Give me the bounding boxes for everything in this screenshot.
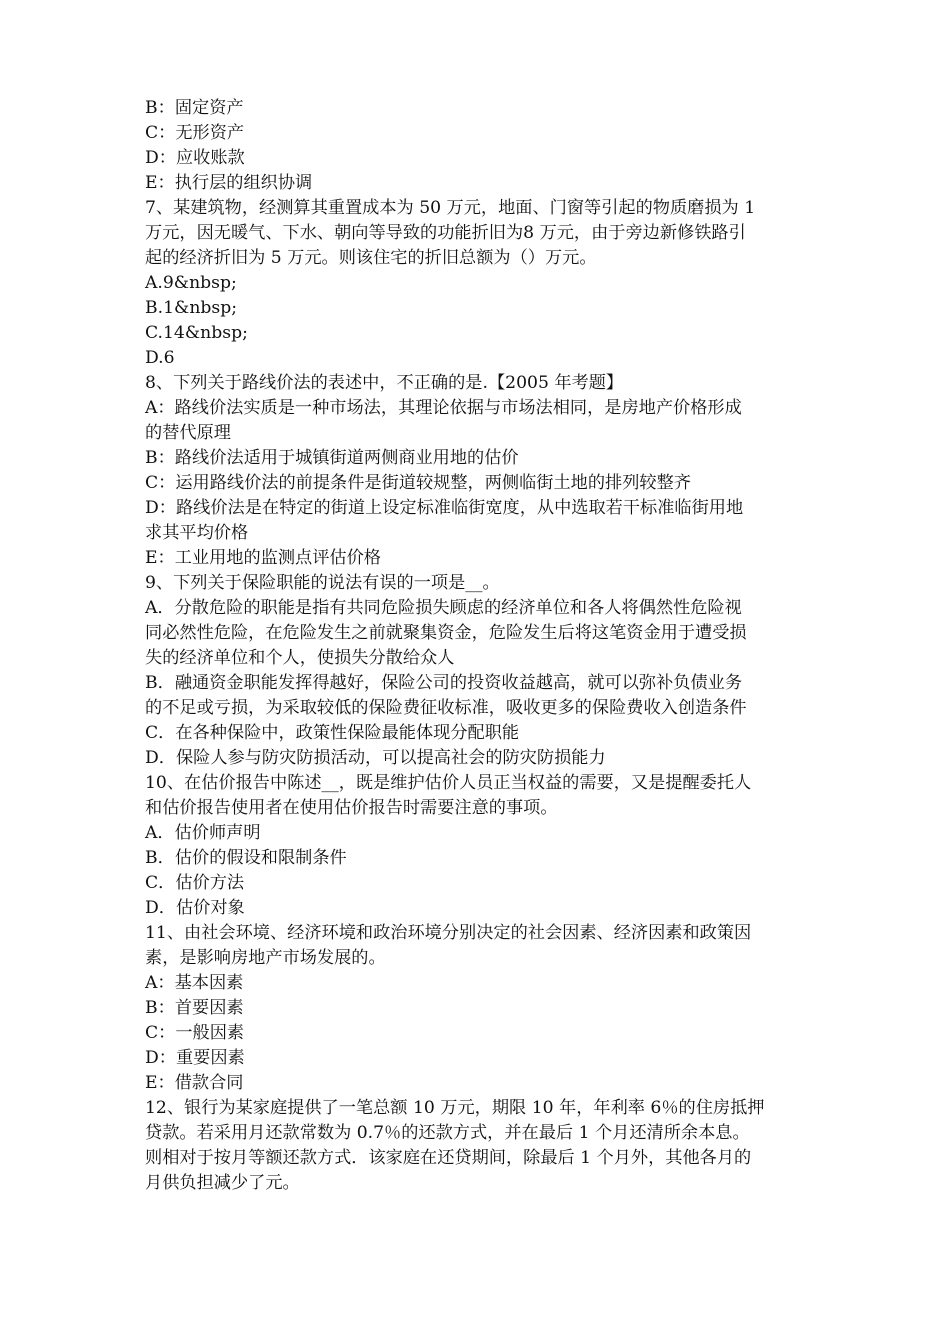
option-line: B．融通资金职能发挥得越好，保险公司的投资收益越高，就可以弥补负债业务 (145, 673, 743, 693)
question-7-text: 7、某建筑物，经测算其重置成本为 50 万元，地面、门窗等引起的物质磨损为 1 (145, 198, 756, 218)
question-7-text: 万元，因无暖气、下水、朝向等导致的功能折旧为8 万元，由于旁边新修铁路引 (145, 223, 746, 243)
option-line: A．估价师声明 (145, 823, 261, 843)
option-line: B．估价的假设和限制条件 (145, 848, 347, 868)
option-line: C.14&nbsp; (145, 323, 248, 343)
option-line: 的不足或亏损，为采取较低的保险费征收标准，吸收更多的保险费收入创造条件 (145, 698, 747, 718)
option-line: C．估价方法 (145, 873, 245, 893)
option-line: D：重要因素 (145, 1048, 245, 1068)
option-line: A．分散危险的职能是指有共同危险损失顾虑的经济单位和各人将偶然性危险视 (145, 598, 742, 618)
question-11-text: 素，是影响房地产市场发展的。 (145, 948, 386, 968)
option-line: 同必然性危险，在危险发生之前就聚集资金，危险发生后将这笔资金用于遭受损 (145, 623, 747, 643)
question-12-text: 贷款。若采用月还款常数为 0.7％的还款方式，并在最后 1 个月还清所余本息。 (145, 1123, 750, 1143)
option-line: 的替代原理 (145, 423, 231, 443)
option-line: A：路线价法实质是一种市场法，其理论依据与市场法相同，是房地产价格形成 (145, 398, 742, 418)
question-8-text: 8、下列关于路线价法的表述中，不正确的是.【2005 年考题】 (145, 373, 624, 393)
option-line: B：首要因素 (145, 998, 244, 1018)
question-11-text: 11、由社会环境、经济环境和政治环境分别决定的社会因素、经济因素和政策因 (145, 923, 752, 943)
option-line: D．估价对象 (145, 898, 245, 918)
option-line: B：路线价法适用于城镇街道两侧商业用地的估价 (145, 448, 519, 468)
option-line: B.1&nbsp; (145, 298, 238, 318)
question-10-text: 10、在估价报告中陈述__，既是维护估价人员正当权益的需要，又是提醒委托人 (145, 773, 752, 793)
option-line: E：借款合同 (145, 1073, 244, 1093)
option-line: D：应收账款 (145, 148, 245, 168)
option-line: D.6 (145, 348, 175, 368)
option-line: C：一般因素 (145, 1023, 245, 1043)
option-line: E：工业用地的监测点评估价格 (145, 548, 381, 568)
question-12-text: 12、银行为某家庭提供了一笔总额 10 万元，期限 10 年，年利率 6％的住房抵押 (145, 1098, 765, 1118)
option-line: C：运用路线价法的前提条件是街道较规整，两侧临街土地的排列较整齐 (145, 473, 691, 493)
option-line: C．在各种保险中，政策性保险最能体现分配职能 (145, 723, 520, 743)
question-7-text: 起的经济折旧为 5 万元。则该住宅的折旧总额为（）万元。 (145, 248, 597, 268)
option-line: A：基本因素 (145, 973, 244, 993)
option-line: D：路线价法是在特定的街道上设定标准临街宽度，从中选取若干标准临街用地 (145, 498, 744, 518)
document-page (145, 96, 813, 1196)
option-line: A.9&nbsp; (145, 273, 237, 293)
question-12-text: 月供负担减少了元。 (145, 1173, 300, 1193)
question-10-text: 和估价报告使用者在使用估价报告时需要注意的事项。 (145, 798, 558, 818)
question-9-text: 9、下列关于保险职能的说法有误的一项是__。 (145, 573, 500, 593)
option-line: E：执行层的组织协调 (145, 173, 313, 193)
question-12-text: 则相对于按月等额还款方式．该家庭在还贷期间，除最后 1 个月外，其他各月的 (145, 1148, 752, 1168)
option-line: B：固定资产 (145, 98, 244, 118)
option-line: C：无形资产 (145, 123, 245, 143)
option-line: 失的经济单位和个人，使损失分散给众人 (145, 648, 455, 668)
option-line: D．保险人参与防灾防损活动，可以提高社会的防灾防损能力 (145, 748, 606, 768)
option-line: 求其平均价格 (145, 523, 249, 543)
